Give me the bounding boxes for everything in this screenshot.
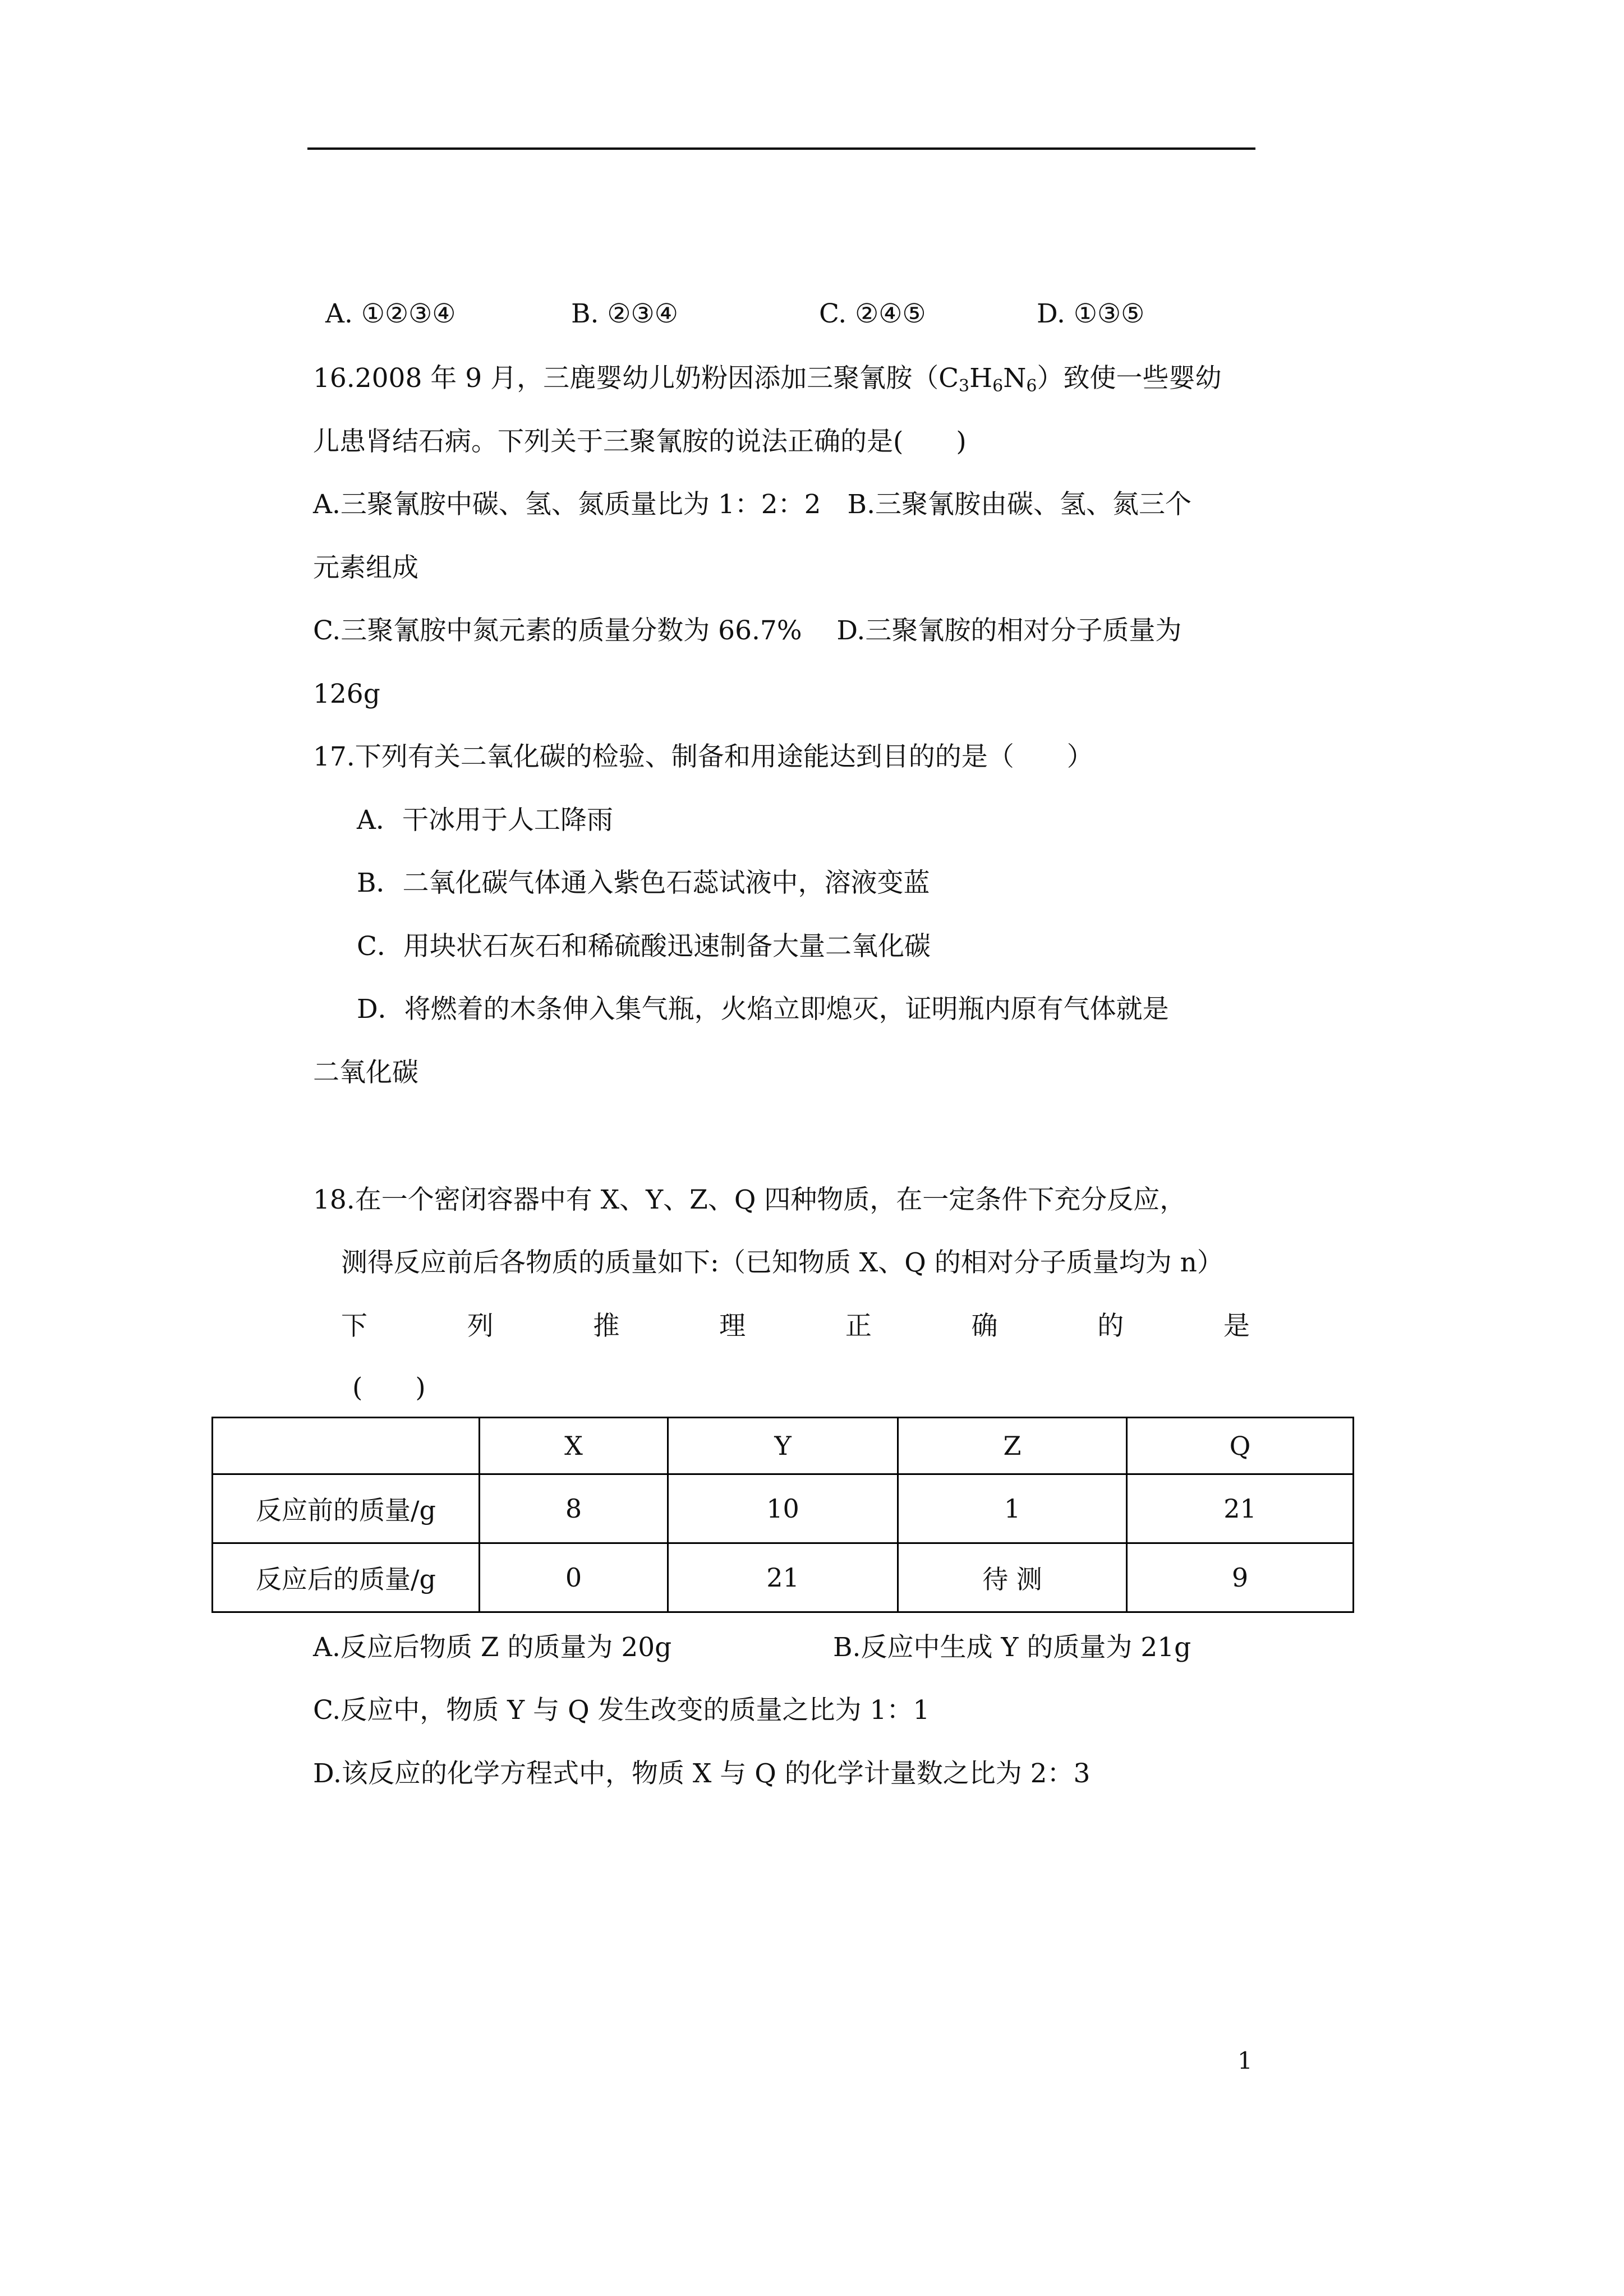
q18-char: 正 — [845, 1311, 872, 1341]
table-cell: 0 — [480, 1543, 668, 1612]
table-header-cell: X — [480, 1418, 668, 1474]
q16-options-line3: C.三聚氰胺中氮元素的质量分数为 66.7% D.三聚氰胺的相对分子质量为 — [313, 615, 1182, 646]
q16-options-line4: 126g — [313, 679, 380, 709]
mass-table — [211, 1417, 1354, 1613]
q18-stem-line2: 测得反应前后各物质的质量如下:（已知物质 X、Q 的相对分子质量均为 n） — [341, 1247, 1223, 1278]
q18-stem-line1: 18.在一个密闭容器中有 X、Y、Z、Q 四种物质，在一定条件下充分反应， — [313, 1184, 1186, 1215]
prev-option-b: B. ②③④ — [571, 298, 678, 329]
table-cell: 待 测 — [898, 1543, 1127, 1612]
q16-stem-line1: 16.2008 年 9 月，三鹿婴幼儿奶粉因添加三聚氰胺$(C_3H_6N_6)$致使一些婴幼 — [313, 363, 1222, 396]
q17-option-a: A．干冰用于人工降雨 — [357, 805, 613, 836]
prev-option-c: C. ②④⑤ — [819, 298, 926, 329]
table-header-cell: Y — [668, 1418, 898, 1474]
table-cell: 9 — [1127, 1543, 1354, 1612]
q17-option-c: C．用块状石灰石和稀硫酸迅速制备大量二氧化碳 — [357, 931, 931, 962]
table-row — [213, 1474, 1354, 1543]
q18-stem-line3 — [341, 1310, 1250, 1343]
q18-option-b: B.反应中生成 Y 的质量为 21g — [833, 1632, 1191, 1663]
q18-char: 下 — [341, 1311, 367, 1341]
q18-char: 是 — [1223, 1311, 1250, 1341]
q18-char: 列 — [467, 1311, 494, 1341]
q18-char: 理 — [719, 1311, 746, 1341]
q18-option-c: C.反应中，物质 Y 与 Q 发生改变的质量之比为 1：1 — [313, 1695, 930, 1726]
q16-stem-line2: 儿患肾结石病。下列关于三聚氰胺的说法正确的是( ) — [313, 426, 967, 457]
table-cell: 1 — [898, 1474, 1127, 1543]
table-row — [213, 1543, 1354, 1612]
table-cell: 21 — [668, 1543, 898, 1612]
table-cell: 反应后的质量/g — [213, 1543, 480, 1612]
table-header-cell — [213, 1418, 480, 1474]
q18-char: 的 — [1097, 1311, 1124, 1341]
prev-option-d: D. ①③⑤ — [1037, 298, 1145, 329]
q18-option-a: A.反应后物质 Z 的质量为 20g — [313, 1632, 672, 1663]
q17-option-d: D．将燃着的木条伸入集气瓶，火焰立即熄灭，证明瓶内原有气体就是 — [357, 994, 1169, 1025]
header-rule — [307, 147, 1255, 150]
q18-option-d: D.该反应的化学方程式中，物质 X 与 Q 的化学计量数之比为 2：3 — [313, 1758, 1091, 1789]
q17-option-d-cont: 二氧化碳 — [313, 1057, 418, 1088]
q16-options-line2: 元素组成 — [313, 552, 418, 583]
q16-options-line1: A.三聚氰胺中碳、氢、氮质量比为 1：2：2 B.三聚氰胺由碳、氢、氮三个 — [313, 489, 1192, 520]
q18-answer-paren: ( ) — [352, 1372, 426, 1403]
table-cell: 10 — [668, 1474, 898, 1543]
table-cell: 21 — [1127, 1474, 1354, 1543]
q17-option-b: B．二氧化碳气体通入紫色石蕊试液中，溶液变蓝 — [357, 868, 930, 898]
table-cell: 反应前的质量/g — [213, 1474, 480, 1543]
table-cell: 8 — [480, 1474, 668, 1543]
q18-char: 推 — [593, 1311, 620, 1341]
page-number: 1 — [1237, 2047, 1253, 2074]
prev-option-a: A. ①②③④ — [325, 298, 456, 329]
table-header-cell: Q — [1127, 1418, 1354, 1474]
table-header-row — [213, 1418, 1354, 1474]
q17-stem: 17.下列有关二氧化碳的检验、制备和用途能达到目的的是（ ） — [313, 741, 1093, 772]
q18-char: 确 — [971, 1311, 998, 1341]
table-header-cell: Z — [898, 1418, 1127, 1474]
